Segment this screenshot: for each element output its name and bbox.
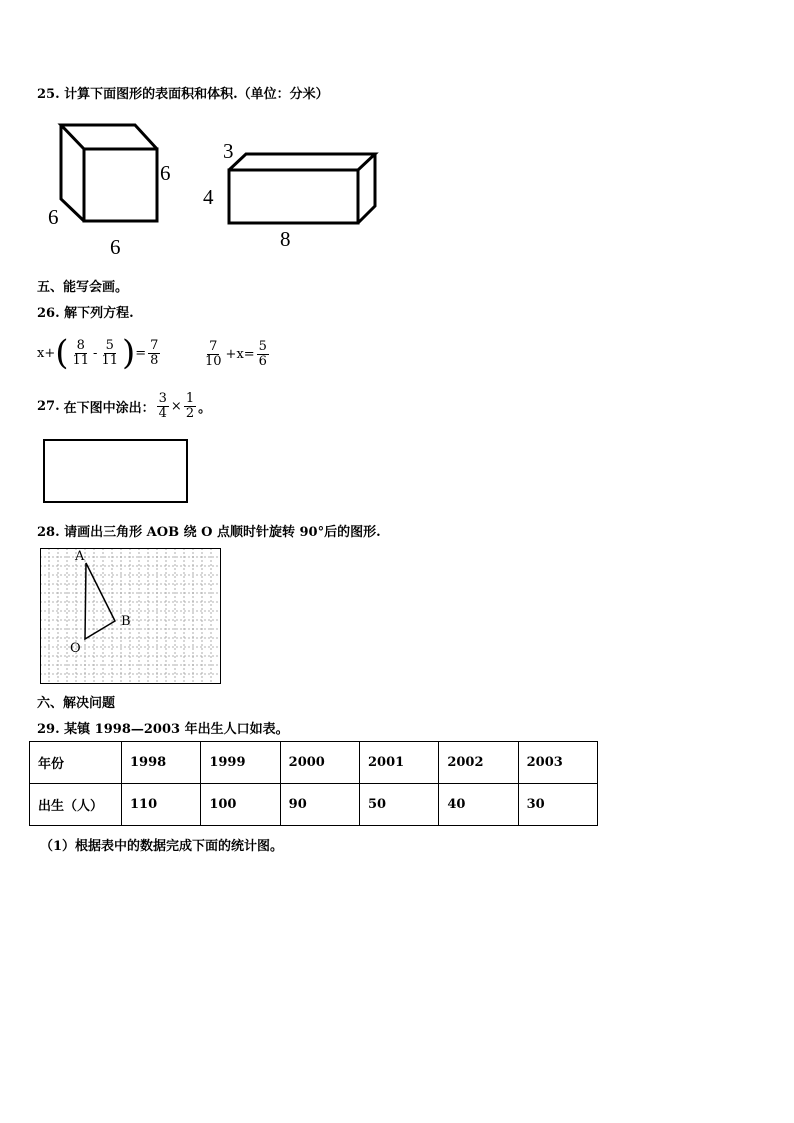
q25-number: 25. [37, 87, 60, 102]
table-cell: 年份 [30, 742, 122, 784]
right-paren: ) [122, 333, 136, 373]
table-cell: 40 [439, 784, 518, 826]
table-cell: 1999 [201, 742, 280, 784]
q26-number: 26. [37, 306, 60, 321]
shading-rectangle[interactable] [43, 439, 188, 503]
q27-number: 27. [37, 399, 60, 414]
left-paren: ( [55, 333, 69, 373]
eq1-equals: = [135, 345, 147, 361]
point-o-label: O [70, 641, 81, 656]
table-cell: 100 [201, 784, 280, 826]
rotation-grid[interactable] [40, 548, 222, 685]
point-b-label: B [121, 614, 131, 629]
table-cell: 1998 [122, 742, 201, 784]
q26-prompt [37, 302, 134, 321]
q29-text: 某镇 1998—2003 年出生人口如表。 [64, 722, 289, 737]
cube-depth-label: 6 [48, 205, 59, 229]
table-cell: 110 [122, 784, 201, 826]
cube-width-label: 6 [110, 235, 121, 259]
table-cell: 2002 [439, 742, 518, 784]
table-cell: 90 [280, 784, 359, 826]
triangle-aob [85, 563, 115, 639]
eq2-fraction-1 [203, 340, 224, 369]
eq1-f3-num: 7 [150, 337, 159, 353]
table-cell: 50 [359, 784, 438, 826]
q25-text: 计算下面图形的表面积和体积.（单位：分米） [64, 87, 329, 102]
q28-text: 请画出三角形 AOB 绕 O 点顺时针旋转 90°后的图形. [64, 525, 381, 540]
table-cell: 30 [518, 784, 597, 826]
birth-population-table [29, 741, 598, 826]
table-cell: 2003 [518, 742, 597, 784]
eq1-f1-den: 11 [72, 352, 90, 368]
eq1-f2-num: 5 [105, 337, 114, 353]
q27-fraction-1 [157, 392, 169, 421]
q27-fraction-2 [184, 392, 196, 421]
point-a-label: A [75, 549, 85, 564]
q27-f2-den: 2 [185, 406, 195, 421]
q27-f1-num: 3 [158, 391, 167, 406]
q27-f2-num: 1 [185, 391, 195, 406]
q25-figures [40, 118, 400, 258]
eq1-fraction-1 [71, 339, 92, 368]
section6-title: 六、解决问题 [37, 696, 116, 711]
table-cell: 2000 [280, 742, 359, 784]
box-height-label: 4 [203, 185, 214, 209]
q27-f1-den: 4 [158, 406, 167, 421]
eq2-fraction-2 [257, 340, 269, 369]
eq2-f1-num: 7 [209, 339, 218, 354]
eq1-prefix: x+ [37, 345, 56, 361]
q27-text: 在下图中涂出： [63, 401, 155, 416]
q29-sub1: （1）根据表中的数据完成下面的统计图。 [40, 839, 284, 854]
eq2-f1-den: 10 [205, 354, 222, 369]
eq2-f2-den: 6 [258, 354, 267, 369]
section5-title: 五、能写会画。 [37, 280, 129, 295]
q26-text: 解下列方程. [64, 306, 134, 321]
q29-prompt [37, 718, 289, 737]
box-depth-label: 3 [223, 139, 234, 163]
equation-1 [37, 333, 162, 373]
q27-times: × [170, 399, 182, 414]
eq2-mid: +x= [225, 347, 255, 362]
eq1-f2-den: 11 [101, 352, 118, 368]
q27-prompt [37, 392, 211, 421]
eq1-minus: - [93, 345, 98, 361]
table-row [30, 742, 598, 784]
q28-number: 28. [37, 525, 60, 540]
table-row [30, 784, 598, 826]
table-cell: 2001 [359, 742, 438, 784]
q29-number: 29. [37, 722, 60, 737]
equation-2 [201, 340, 271, 369]
eq1-fraction-3 [148, 339, 160, 368]
box-length-label: 8 [280, 227, 291, 251]
cube-height-label: 6 [160, 161, 171, 185]
cube-figure [61, 125, 157, 221]
eq1-f3-den: 8 [150, 352, 159, 368]
box-figure [229, 154, 375, 223]
q28-prompt [37, 521, 381, 540]
q27-end: 。 [198, 401, 212, 416]
table-cell: 出生（人） [30, 784, 122, 826]
eq2-f2-num: 5 [258, 339, 267, 354]
eq1-f1-num: 8 [76, 337, 85, 353]
q25-prompt [37, 83, 329, 102]
eq1-fraction-2 [99, 339, 120, 368]
